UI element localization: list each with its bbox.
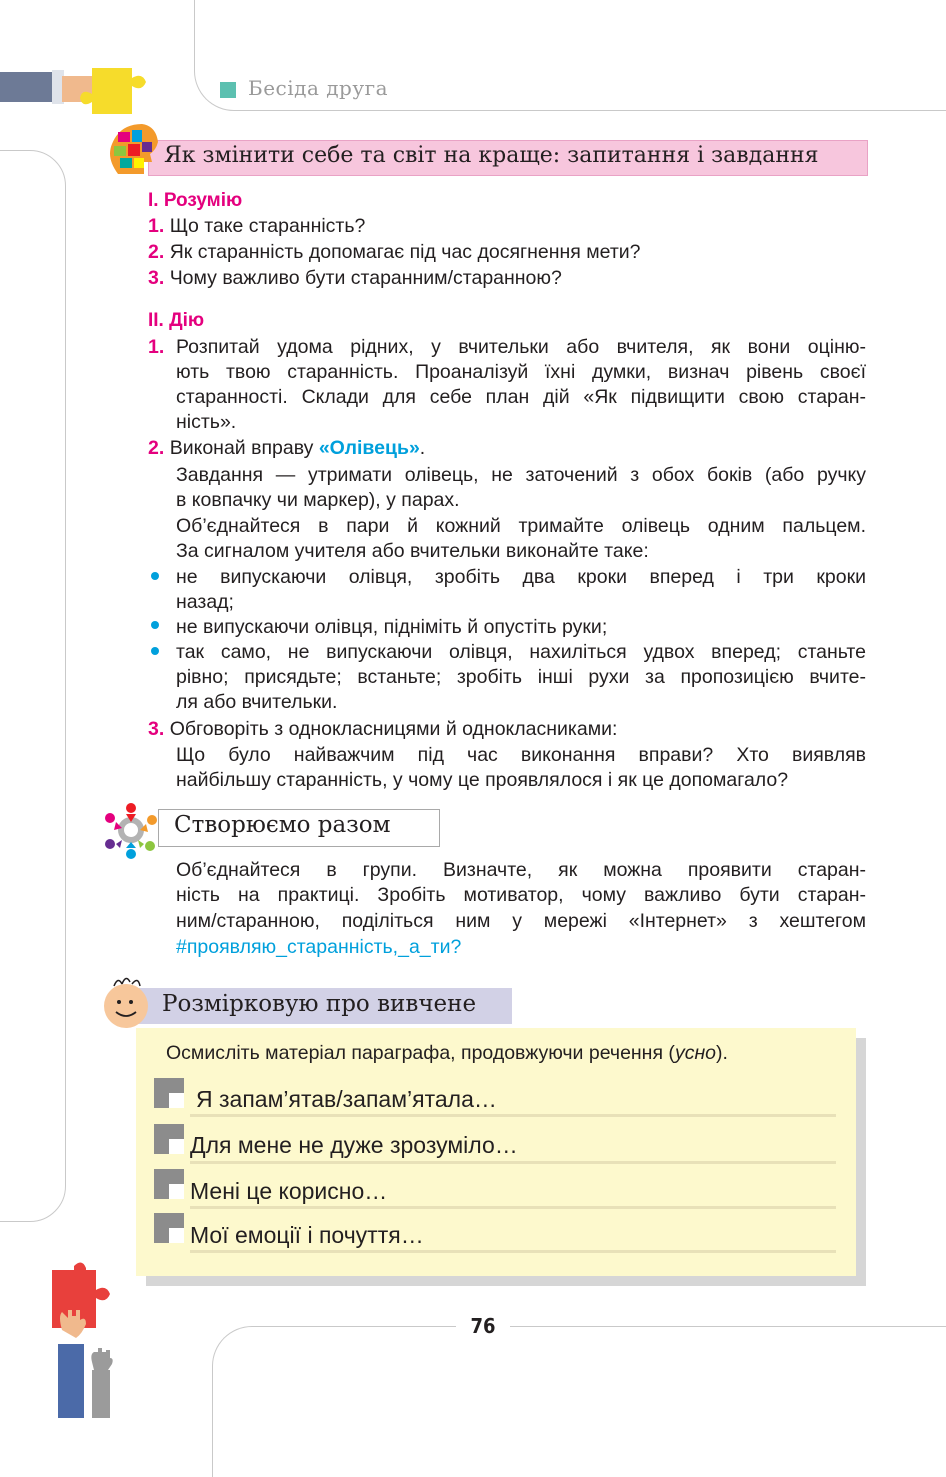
bullet-marker <box>151 572 159 580</box>
page-number: 76 <box>470 1314 496 1338</box>
prompt-underline <box>190 1161 836 1164</box>
section-marker <box>220 82 236 98</box>
part1-heading: І. Розумію <box>148 190 243 211</box>
questions-title: Як змінити себе та світ на краще: запитання і завдання <box>164 143 819 168</box>
task1-line-3: старанності. Склади для себе план дій «Як підвищити свою старан- <box>176 386 866 408</box>
part1-item-3: 3. Чому важливо бути старанним/старанною? <box>148 267 562 289</box>
frame-left-panel <box>0 150 66 1222</box>
task3-line-1: Що було найважчим під час виконання вправи? Хто виявляв <box>176 744 866 766</box>
bullet-3-line-1: так само, не випускаючи олівця, нахиліться удвох вперед; станьте <box>176 641 866 663</box>
task2-line-4: За сигналом учителя або вчительки виконайте таке: <box>176 540 649 562</box>
task1-line-1: Розпитай удома рідних, у вчительки або вчителя, як вони оціню- <box>176 336 866 358</box>
task2-intro: 2. Виконай вправу «Олівець». <box>148 437 426 459</box>
task2-line-3: Об’єднайтеся в пари й кожний тримайте олівець одним пальцем. <box>176 515 866 537</box>
prompt-marker <box>154 1213 184 1243</box>
prompt-marker <box>154 1124 184 1154</box>
colorful-head-icon <box>100 120 162 180</box>
bullet-marker <box>151 647 159 655</box>
prompt-marker <box>154 1078 184 1108</box>
section-header: Бесіда друга <box>248 76 389 100</box>
bullet-2-line-1: не випускаючи олівця, підніміть й опустіть руки; <box>176 616 608 638</box>
task3-intro: 3. Обговоріть з однокласницями й однокласниками: <box>148 718 618 740</box>
prompt-marker <box>154 1169 184 1199</box>
bullet-3-line-3: ля або вчительки. <box>176 691 338 713</box>
bullet-1-line-1: не випускаючи олівця, зробіть два кроки вперед і три кроки <box>176 566 866 588</box>
task3-line-2: найбільшу старанність, у чому це проявлялося і як це допомагало? <box>176 769 789 791</box>
prompt-3: Мені це корисно… <box>190 1178 388 1204</box>
frame-bottom-line <box>212 1326 946 1477</box>
prompt-underline <box>190 1114 836 1117</box>
prompt-4: Мої емоції і почуття… <box>190 1222 424 1248</box>
smiley-face-icon <box>100 974 156 1030</box>
prompt-2: Для мене не дуже зрозуміло… <box>190 1132 518 1158</box>
hashtag: #проявляю_старанність,_а_ти? <box>176 936 462 958</box>
raised-hands-puzzle-icon <box>48 1262 128 1418</box>
bullet-1-line-2: назад; <box>176 591 234 613</box>
exercise-name: «Олівець» <box>318 437 420 459</box>
create-line-1: Об’єднайтеся в групи. Визначте, як можна проявити старан- <box>176 859 866 881</box>
prompt-1: Я запам’ятав/запам’ятала… <box>196 1086 497 1112</box>
prompt-underline <box>190 1250 836 1253</box>
part1-item-2: 2. Як старанність допомагає під час досягнення мети? <box>148 241 641 263</box>
reflect-intro: Осмисліть матеріал параграфа, продовжуючи речення (усно). <box>166 1042 728 1064</box>
hand-puzzle-icon <box>0 60 160 120</box>
prompt-underline <box>190 1206 836 1209</box>
task2-line-2: в ковпачку чи маркер), у парах. <box>176 489 460 511</box>
task1-number: 1. <box>148 336 165 358</box>
part1-item-1: 1. Що таке старанність? <box>148 215 366 237</box>
part2-heading: ІІ. Дію <box>148 310 205 331</box>
task1-line-4: ність». <box>176 411 237 433</box>
people-circle-icon <box>100 800 162 860</box>
task1-line-2: ють твою старанність. Проаналізуй їхні думки, визнач рівень своєї <box>176 361 866 383</box>
bullet-3-line-2: рівно; присядьте; встаньте; зробіть інші рухи за пропозицією вчите- <box>176 666 866 688</box>
create-line-3: ним/старанною, поділіться ним у мережі «Інтернет» з хештегом <box>176 910 866 932</box>
reflect-title: Розмірковую про вивчене <box>162 991 477 1017</box>
bullet-marker <box>151 621 159 629</box>
task2-line-1: Завдання — утримати олівець, не заточений з обох боків (або ручку <box>176 464 866 486</box>
create-line-2: ність на практиці. Зробіть мотиватор, чому важливо бути старан- <box>176 884 866 906</box>
create-title: Створюємо разом <box>174 812 391 838</box>
